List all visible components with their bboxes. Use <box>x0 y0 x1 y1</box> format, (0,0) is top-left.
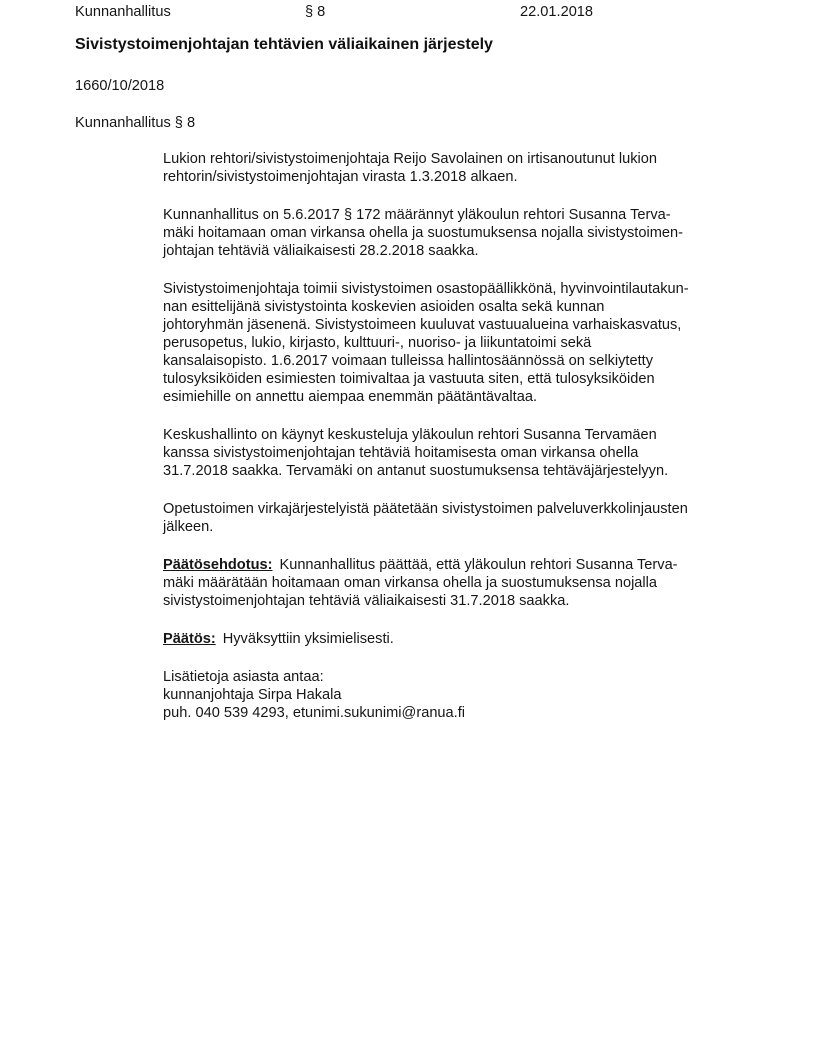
meeting-date: 22.01.2018 <box>520 4 594 20</box>
paragraph-resignation: Lukion rehtori/sivistystoimenjohtaja Reijo Savolainen on irtisanoutunut lukion rehtorin/sivistystoimenjohtajan virasta 1.3.2018 alkaen. <box>163 151 658 185</box>
paragraph-negotiations: Keskushallinto on käynyt keskusteluja yläkoulun rehtori Susanna Tervamäen kanssa sivistystoimenjohtajan tehtäviä hoitamisesta oman virkansa ohella 31.7.2018 saakka. Tervamäki on antanut suostumuksensa tehtäväjärjestelyyn. <box>163 427 669 479</box>
paragraph-role-description: Sivistystoimenjohtaja toimii sivistystoimen osastopäällikkönä, hyvinvointilautakun- nan esittelijänä sivistystointa koskevien asioiden osalta sekä kunnan johtoryhmän jäsenenä. Sivistystoimeen kuuluvat vastuualueina varhaiskasvatus, perusopetus, lukio, kirjasto, kulttuuri-, nuoriso- ja liikuntatoimi sekä kansalaisopisto. 1.6.2017 voimaan tulleissa hallintosäännössä on selkiytetty tulosyksiköiden esimiesten toimivaltaa ja vastuuta siten, että tulosyksiköiden esimiehille on annettu aiempaa enemmän päätäntävaltaa. <box>163 281 689 405</box>
decision-paragraph <box>163 630 783 648</box>
committee-name: Kunnanhallitus <box>75 4 171 20</box>
decision-label: Päätös: <box>163 631 216 647</box>
document-title: Sivistystoimenjohtajan tehtävien väliaikainen järjestely <box>75 36 493 53</box>
paragraph-service-network: Opetustoimen virkajärjestelyistä päätetään sivistystoimen palveluverkkolinjausten jälkeen. <box>163 501 688 535</box>
decision-proposal-label: Päätösehdotus: <box>163 557 273 573</box>
case-number: 1660/10/2018 <box>75 78 165 94</box>
section-number: § 8 <box>305 4 326 20</box>
paragraph-previous-appointment: Kunnanhallitus on 5.6.2017 § 172 määrännyt yläkoulun rehtori Susanna Terva- mäki hoitamaan oman virkansa ohella ja suostumuksensa nojalla sivistystoimen- johtajan tehtäviä väliaikaisesti 28.2.2018 saakka. <box>163 207 683 259</box>
decision-proposal-paragraph <box>163 556 783 610</box>
decision-proposal-text: Kunnanhallitus päättää, että yläkoulun rehtori Susanna Terva- mäki määrätään hoitamaan oman virkansa ohella ja suostumuksensa nojalla sivistystoimenjohtajan tehtäviä väliaikaisesti 31.7.2018 saakka. <box>163 557 678 609</box>
contact-info: Lisätietoja asiasta antaa: kunnanjohtaja Sirpa Hakala puh. 040 539 4293, etunimi.sukunimi@ranua.fi <box>163 669 466 721</box>
decision-text: Hyväksyttiin yksimielisesti. <box>222 631 394 647</box>
document-header <box>75 3 786 21</box>
document-body <box>163 150 783 742</box>
section-reference: Kunnanhallitus § 8 <box>75 115 196 131</box>
